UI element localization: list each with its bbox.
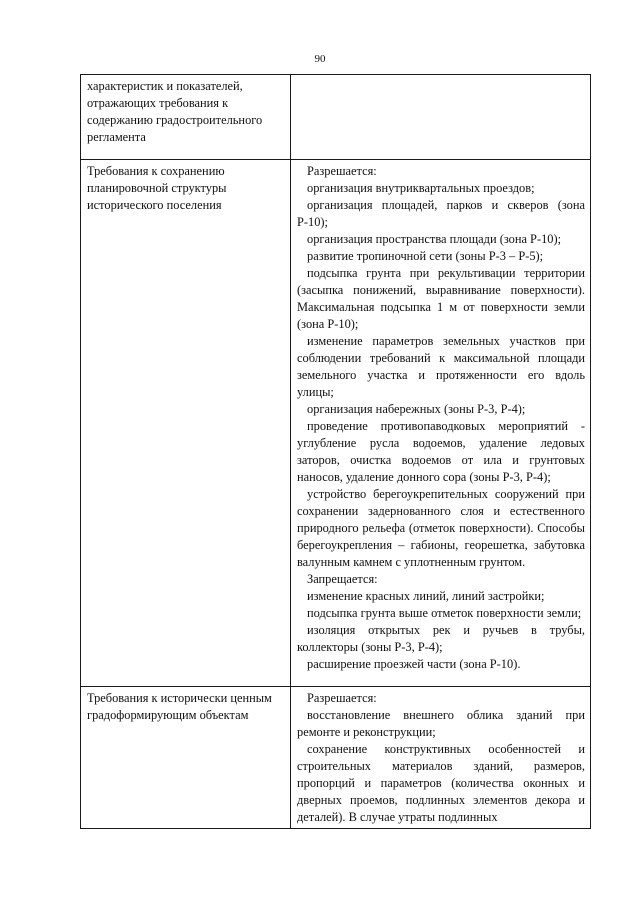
allowed-heading: Разрешается: (307, 691, 377, 705)
table-cell-requirements (291, 75, 591, 160)
requirement-item: организация внутриквартальных проездов; (307, 181, 535, 195)
requirement-item: восстановление внешнего облика зданий при ремонте и реконструкции; (297, 708, 585, 739)
requirement-item: изменение красных линий, линий застройки; (307, 589, 545, 603)
table-cell-requirements (291, 160, 591, 687)
table-row (81, 160, 591, 687)
requirements-table (80, 74, 591, 829)
requirement-item: устройство берегоукрепительных сооружений при сохранении задернованного слоя и естественного природного рельефа (отметок поверхности). Способы берегоукрепления – габионы, георешетка, забутовка валунным камнем с уплотненным грунтом. (297, 487, 585, 569)
requirement-item: организация набережных (зоны Р-3, Р-4); (307, 402, 526, 416)
criterion-text: Требования к сохранению планировочной структуры исторического поселения (87, 164, 227, 212)
requirement-item: сохранение конструктивных особенностей и строительных материалов зданий, размеров, пропорций и параметров (количества оконных и дверных проемов, подлинных элементов декора и деталей). В случае утраты подлинных (297, 742, 585, 824)
criterion-text: Требования к исторически ценным градоформирующим объектам (87, 691, 272, 722)
requirement-item: организация пространства площади (зона Р-10); (307, 232, 562, 246)
page-number: 90 (314, 53, 326, 65)
criterion-text: характеристик и показателей, отражающих требования к содержанию градостроительного регламента (87, 79, 263, 144)
table-cell-requirements (291, 687, 591, 829)
requirement-item: организация площадей, парков и скверов (зона Р-10); (297, 198, 585, 229)
table-cell-criterion (81, 687, 291, 829)
requirement-item: расширение проезжей части (зона Р-10). (307, 657, 521, 671)
requirement-item: подсыпка грунта при рекультивации территории (засыпка понижений, выравнивание поверхности). Максимальная подсыпка 1 м от поверхности земли (зона Р-10); (297, 266, 585, 331)
requirement-item: изменение параметров земельных участков при соблюдении требований к максимальной площади земельного участка и протяженности его вдоль улицы; (297, 334, 585, 399)
table-cell-criterion (81, 75, 291, 160)
requirement-item: проведение противопаводковых мероприятий - углубление русла водоемов, удаление ледовых заторов, очистка водоемов от ила и грунтовых наносов, удаление донного сора (зоны Р-3, Р-4); (297, 419, 585, 484)
requirement-item: развитие тропиночной сети (зоны Р-3 – Р-5); (307, 249, 544, 263)
table-row (81, 75, 591, 160)
table-row (81, 687, 591, 829)
requirement-item: подсыпка грунта выше отметок поверхности земли; (307, 606, 582, 620)
requirement-item: изоляция открытых рек и ручьев в трубы, коллекторы (зоны Р-3, Р-4); (297, 623, 585, 654)
table-cell-criterion (81, 160, 291, 687)
allowed-heading: Разрешается: (307, 164, 377, 178)
prohibited-heading: Запрещается: (307, 572, 378, 586)
